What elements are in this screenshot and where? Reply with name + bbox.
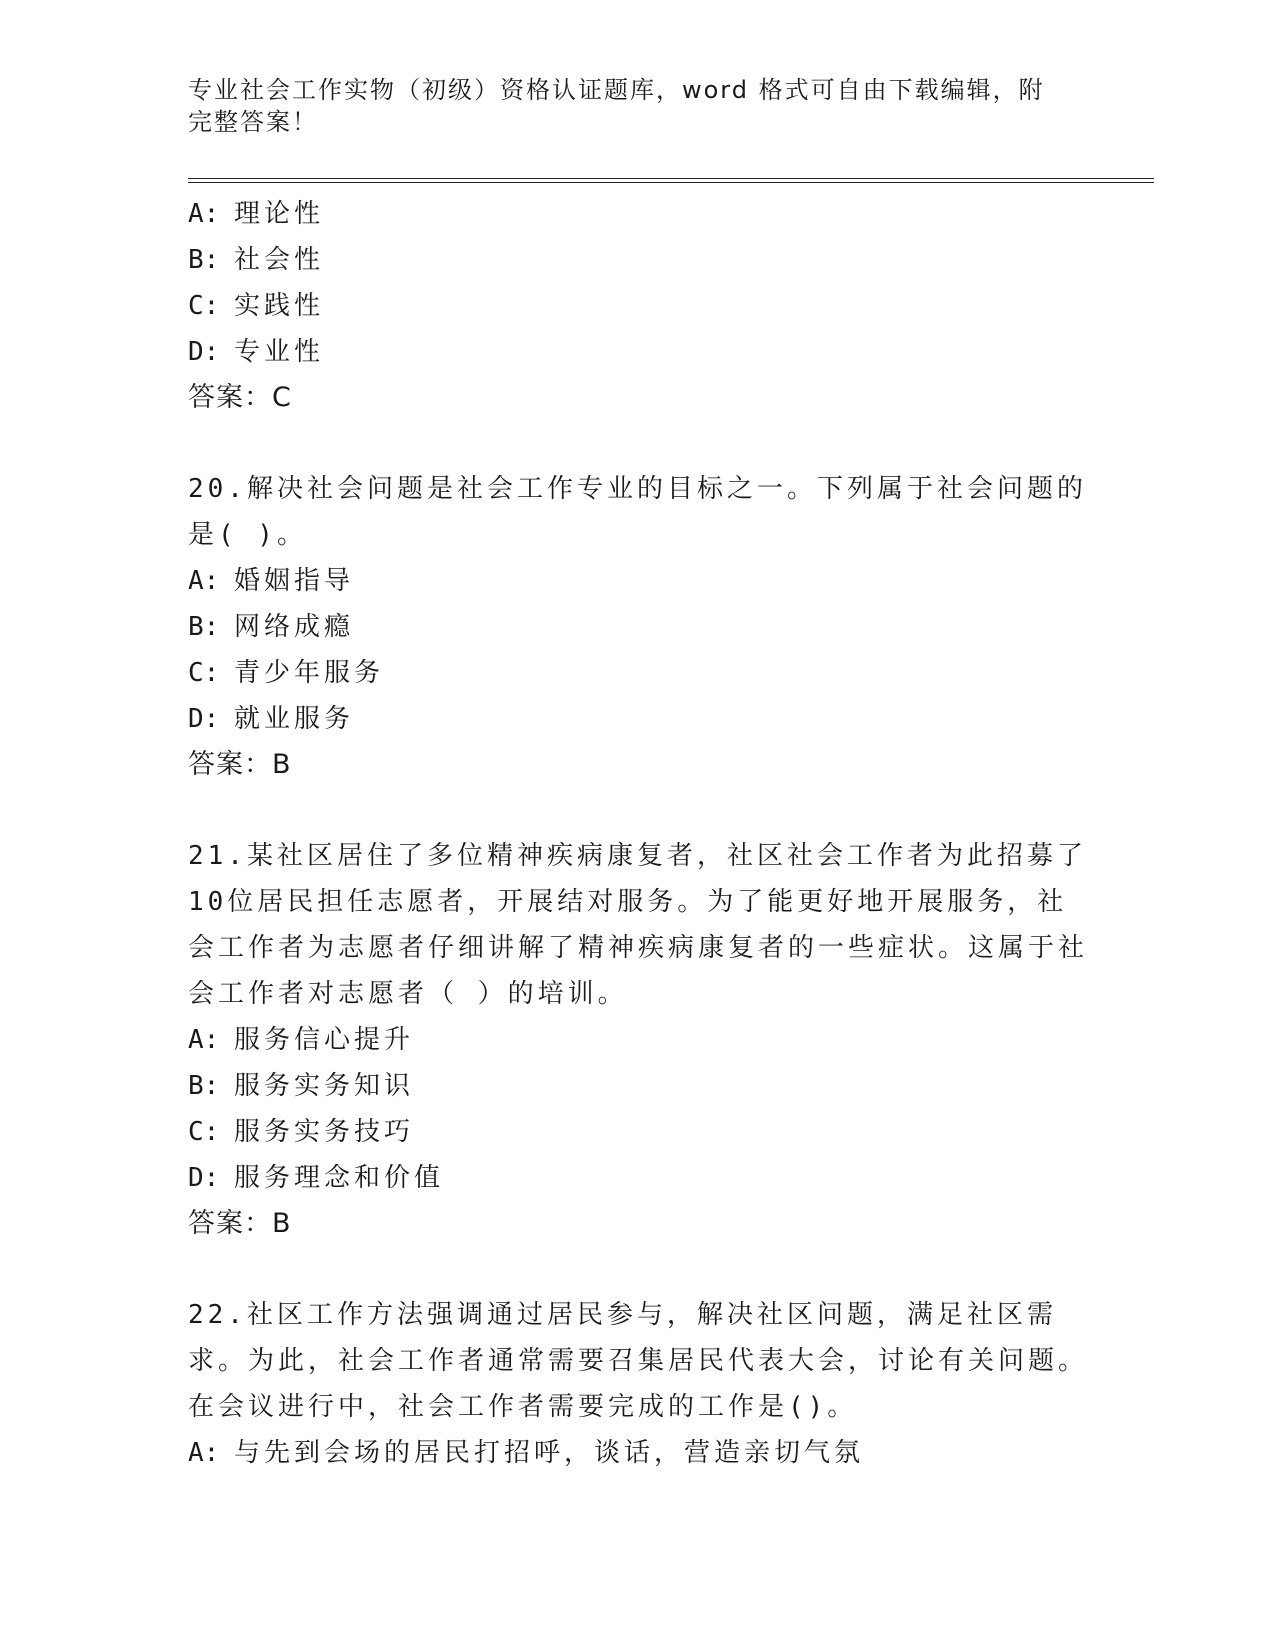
q20-question: 20.解决社会问题是社会工作专业的目标之一。下列属于社会问题的是( )。 [188, 474, 1087, 550]
header-double-rule [188, 178, 1154, 183]
q22-question: 22.社区工作方法强调通过居民参与，解决社区问题，满足社区需求。为此，社会工作者通常需要召集居民代表大会，讨论有关问题。在会议进行中，社会工作者需要完成的工作是()。 [188, 1300, 1089, 1422]
q20-answer: 答案：B [188, 749, 292, 780]
q21-answer: 答案：B [188, 1208, 292, 1239]
q20-option-a: A: 婚姻指导 [188, 566, 355, 596]
q19-answer: 答案：C [188, 382, 292, 413]
q21-option-a: A: 服务信心提升 [188, 1025, 415, 1055]
document-header: 专业社会工作实物（初级）资格认证题库，word 格式可自由下载编辑，附完整答案！ [188, 76, 1045, 136]
q21-option-c: C: 服务实务技巧 [188, 1117, 415, 1147]
q21-option-d: D: 服务理念和价值 [188, 1163, 445, 1193]
q19-option-d: D: 专业性 [188, 337, 325, 367]
question-content [188, 191, 1088, 1476]
q22-option-a: A: 与先到会场的居民打招呼，谈话，营造亲切气氛 [188, 1438, 865, 1468]
q20-option-c: C: 青少年服务 [188, 658, 385, 688]
q21-option-b: B: 服务实务知识 [188, 1071, 415, 1101]
q20-option-d: D: 就业服务 [188, 704, 355, 734]
q21-question: 21.某社区居住了多位精神疾病康复者，社区社会工作者为此招募了10位居民担任志愿者，开展结对服务。为了能更好地开展服务，社会工作者为志愿者仔细讲解了精神疾病康复者的一些症状。这属于社会工作者对志愿者（ ）的培训。 [188, 841, 1089, 1009]
q20-option-b: B: 网络成瘾 [188, 612, 355, 642]
q19-option-a: A: 理论性 [188, 199, 325, 229]
q19-option-c: C: 实践性 [188, 291, 325, 321]
q19-option-b: B: 社会性 [188, 245, 325, 275]
